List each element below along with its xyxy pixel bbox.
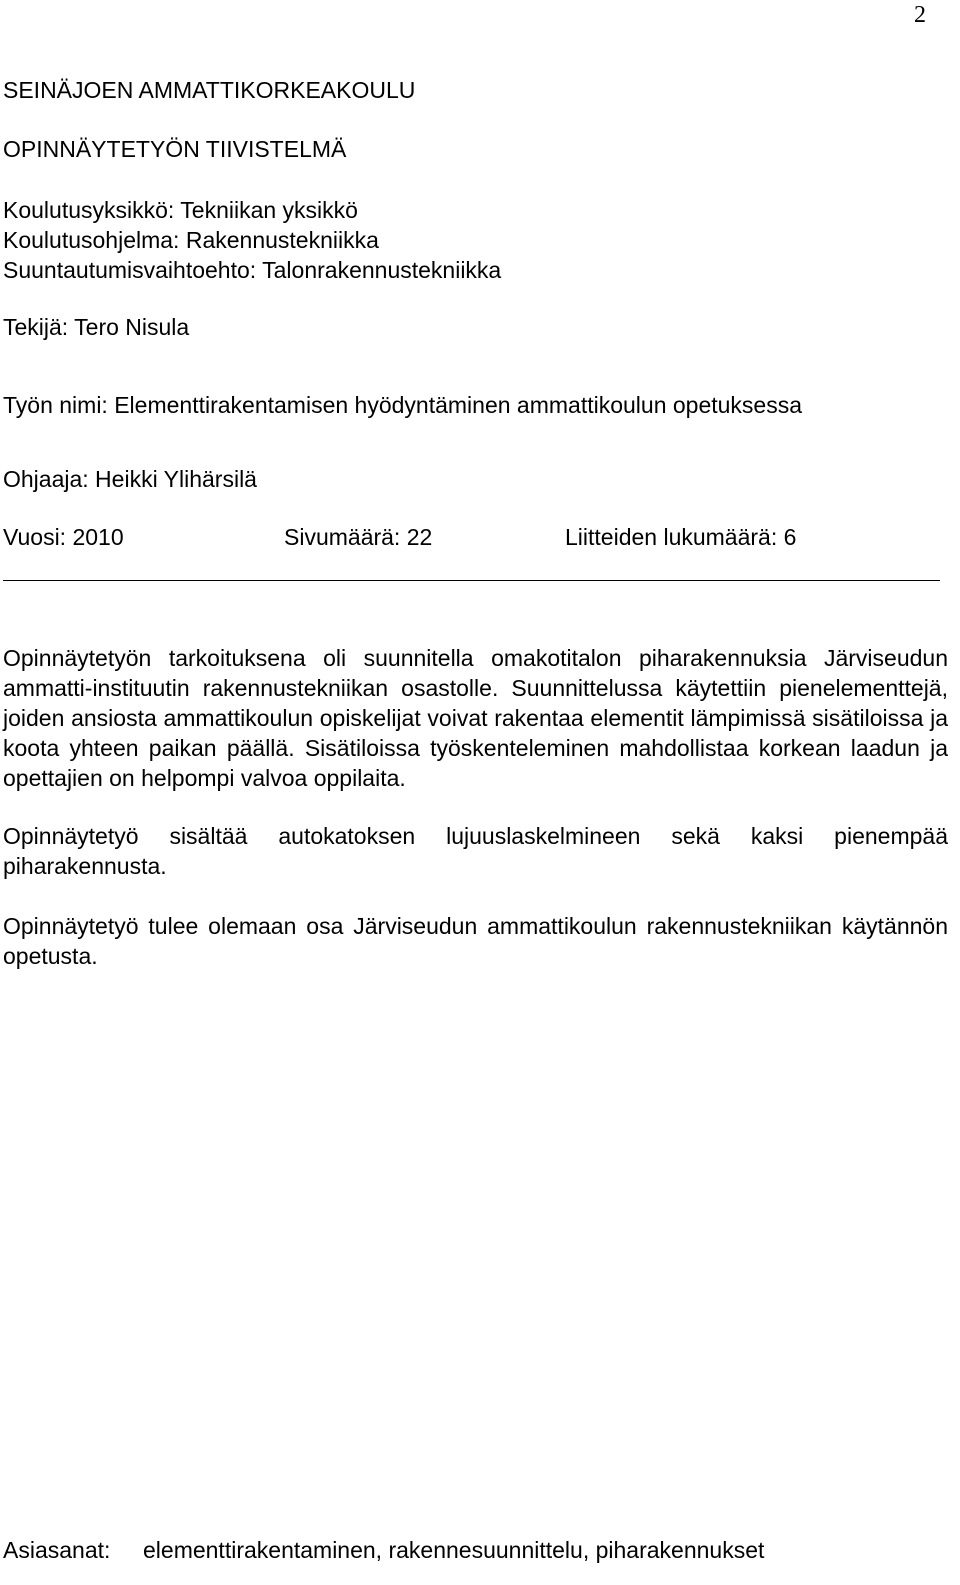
year-field: Vuosi: 2010 (3, 524, 124, 550)
document-type: OPINNÄYTETYÖN TIIVISTELMÄ (3, 136, 347, 162)
program-line: Koulutusohjelma: Rakennustekniikka (3, 227, 379, 253)
thesis-title-line: Työn nimi: Elementtirakentamisen hyödyntäminen ammattikoulun opetuksessa (3, 392, 803, 418)
page-number: 2 (914, 2, 926, 28)
keywords-values: elementtirakentaminen, rakennesuunnittelu, piharakennukset (143, 1537, 765, 1563)
supervisor-line: Ohjaaja: Heikki Ylihärsilä (3, 466, 257, 492)
abstract-paragraph: Opinnäytetyö tulee olemaan osa Järviseudun ammattikoulun rakennustekniikan käytännön opetusta. (3, 913, 948, 969)
attachment-count-field: Liitteiden lukumäärä: 6 (565, 524, 797, 550)
page-count-field: Sivumäärä: 22 (284, 524, 433, 550)
unit-line: Koulutusyksikkö: Tekniikan yksikkö (3, 197, 358, 223)
separator-rule (3, 580, 940, 581)
abstract-paragraph: Opinnäytetyön tarkoituksena oli suunnitella omakotitalon piharakennuksia Järviseudun ammatti-instituutin rakennustekniikan osastolle. Suunnittelussa käytettiin pienelementtejä, joiden ansiosta ammattikoulun opiskelijat voivat rakentaa elementit lämpimissä sisätiloissa ja koota yhteen paikan päällä. Sisätiloissa työskenteleminen mahdollistaa korkean laadun ja opettajien on helpompi valvoa oppilaita. (3, 645, 948, 791)
abstract-paragraph: Opinnäytetyö sisältää autokatoksen lujuuslaskelmineen sekä kaksi pienempää piharakennusta. (3, 823, 948, 879)
school-name: SEINÄJOEN AMMATTIKORKEAKOULU (3, 77, 416, 103)
author-line: Tekijä: Tero Nisula (3, 314, 190, 340)
orientation-line: Suuntautumisvaihtoehto: Talonrakennustekniikka (3, 257, 502, 283)
keywords-label: Asiasanat: (3, 1537, 111, 1563)
